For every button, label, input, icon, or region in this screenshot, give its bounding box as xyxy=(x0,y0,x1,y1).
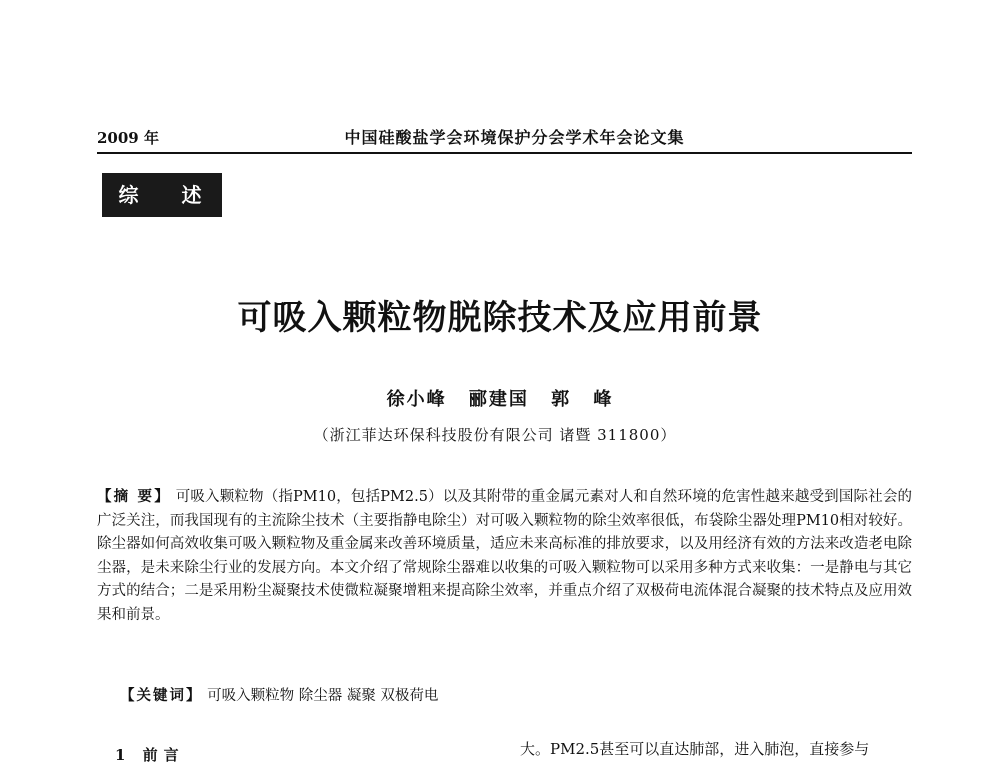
keywords-label: 【关键词】 xyxy=(120,687,203,704)
abstract xyxy=(97,485,912,627)
header-journal-title: 中国硅酸盐学会环境保护分会学术年会论文集 xyxy=(344,128,685,147)
header-year: 2009 年 xyxy=(97,129,159,147)
section-heading: 1 前言 xyxy=(115,746,185,764)
body-text-line: 大。PM2.5甚至可以直达肺部，进入肺泡，直接参与 xyxy=(520,740,870,758)
keywords-text: 可吸入颗粒物 除尘器 凝聚 双极荷电 xyxy=(207,688,439,704)
paper-title: 可吸入颗粒物脱除技术及应用前景 xyxy=(237,298,763,338)
keywords xyxy=(120,684,910,708)
section-tag: 综 述 xyxy=(102,173,222,217)
authors: 徐小峰 郦建国 郭 峰 xyxy=(386,389,614,410)
running-header xyxy=(97,128,912,154)
abstract-label: 【摘 要】 xyxy=(97,488,171,505)
affiliation: （浙江菲达环保科技股份有限公司 诸暨 311800） xyxy=(313,426,677,444)
abstract-text: 可吸入颗粒物（指PM10，包括PM2.5）以及其附带的重金属元素对人和自然环境的危害性越来越受到国际社会的广泛关注，而我国现有的主流除尘技术（主要指静电除尘）对可吸入颗粒物的除尘效率很低，布袋除尘器处理PM10相对较好。除尘器如何高效收集可吸入颗粒物及重金属来改善环境质量，适应未来高标准的排放要求，以及用经济有效的方法来改造老电除尘器，是未来除尘行业的发展方向。本文介绍了常规除尘器难以收集的可吸入颗粒物可以采用多种方式来收集：一是静电与其它方式的结合；二是采用粉尘凝聚技术使微粒凝聚增粗来提高除尘效率，并重点介绍了双极荷电流体混合凝聚的技术特点及应用效果和前景。 xyxy=(97,489,912,623)
